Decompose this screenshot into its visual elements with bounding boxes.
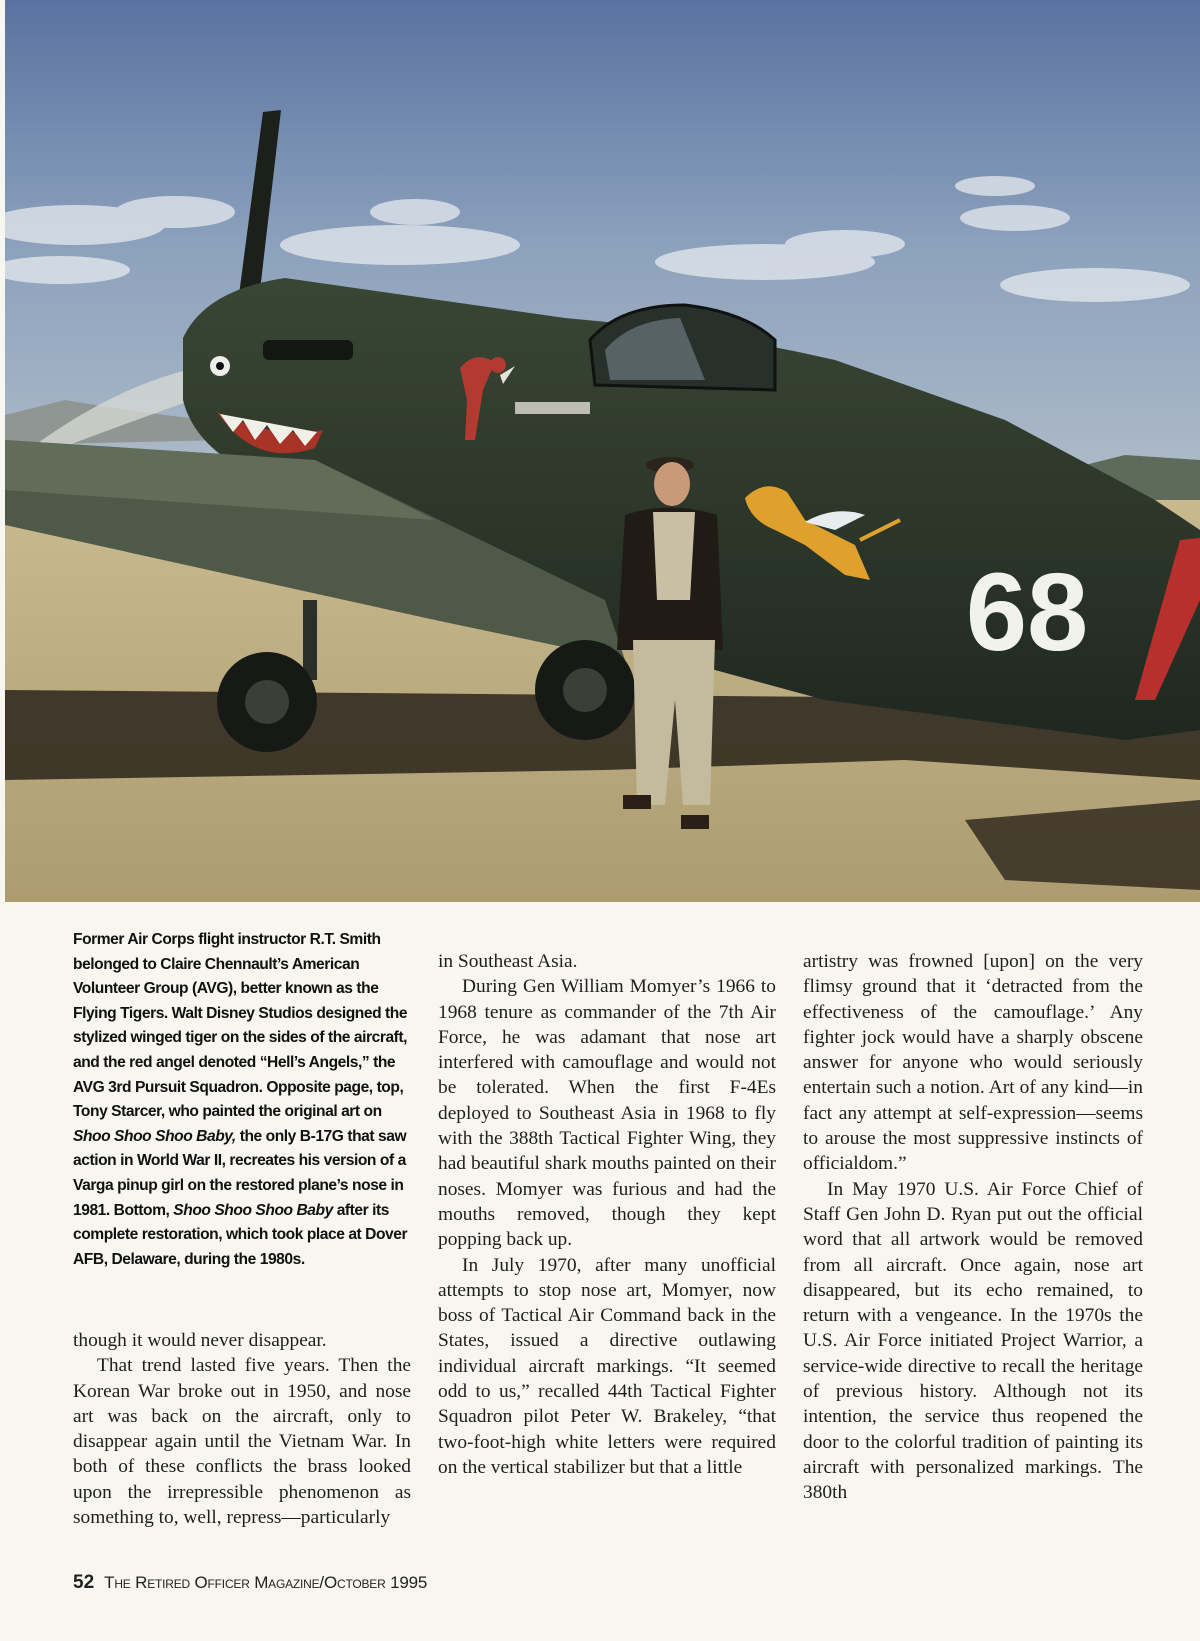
photo-illustration	[5, 0, 1200, 902]
paragraph: in Southeast Asia.	[438, 951, 578, 972]
page-footer	[73, 1572, 427, 1594]
paragraph: In July 1970, after many unofficial attempts to stop nose art, Momyer, now boss of Tactical Air Command back in the States, issued a directive outlawing individual aircraft markings. “It seemed odd to us,” recalled 44th Tactical Fighter Squadron pilot Peter W. Brakeley, “that two-foot-high white letters were required on the vertical stabilizer but that a little	[438, 1254, 776, 1478]
paragraph: That trend lasted five years. Then the Korean War broke out in 1950, and nose art was back on the aircraft, only to disappear again until the Vietnam War. In both of these conflicts the brass looked upon the irrepressible phenomenon as something to, well, repress—particularly	[73, 1355, 411, 1529]
caption-text	[73, 928, 418, 1272]
caption-part: the only B-17G that saw action in World War II, recreates his version of a Varga pinup girl on the restored plane’s nose in 1981. Bottom,	[73, 1127, 407, 1219]
paragraph: In May 1970 U.S. Air Force Chief of Staff Gen John D. Ryan put out the official word that all artwork would be removed from all aircraft. Once again, nose art disappeared, but its echo remained, to return with a vengeance. In the 1970s the U.S. Air Force initiated Project Warrior, a service-wide directive to recall the heritage of previous history. Although not its intention, the service thus reopened the door to the colorful tradition of painting its aircraft with personalized markings. The 380th	[803, 1178, 1143, 1504]
photo-caption	[73, 928, 418, 1272]
caption-part: Former Air Corps flight instructor R.T. Smith belonged to Claire Chennault’s American Volunteer Group (AVG), better known as the Flying Tigers. Walt Disney Studios designed the stylized winged tiger on the sides of the aircraft, and the red angel denoted “Hell’s Angels,” the AVG 3rd Pursuit Squadron. Opposite page, top, Tony Starcer, who painted the original art on	[73, 931, 408, 1121]
paragraph: During Gen William Momyer’s 1966 to 1968 tenure as commander of the 7th Air Force, he was adamant that nose art interfered with camouflage and would not be tolerated. When the first F-4Es deployed to Southeast Asia in 1968 to fly with the 388th Tactical Fighter Wing, they had beautiful shark mouths painted on their noses. Momyer was furious and had the mouths removed, though they kept popping back up.	[438, 976, 776, 1251]
caption-italic-title: Shoo Shoo Shoo Baby,	[73, 1127, 236, 1145]
paragraph: artistry was frowned [upon] on the very flimsy ground that it ‘detracted from the effectiveness of the camouflage.’ Any fighter jock would have a sharply obscene answer for anyone who would seriously entertain such a notion. Art of any kind—in fact any attempt at self-expression—seems to arouse the most suppressive instincts of officialdom.”	[803, 951, 1143, 1175]
fuselage-number: 68	[965, 551, 1089, 674]
caption-part: after its complete restoration, which took place at Dover AFB, Delaware, during the 1980s.	[73, 1201, 408, 1268]
body-column-3	[803, 949, 1143, 1506]
body-column-1	[73, 1328, 411, 1530]
body-column-2	[438, 949, 776, 1480]
paragraph: though it would never disappear.	[73, 1330, 327, 1351]
fuselage-stencil	[515, 402, 590, 414]
publication-line: The Retired Officer Magazine/October 1995	[104, 1573, 428, 1592]
caption-italic-title: Shoo Shoo Shoo Baby	[173, 1201, 333, 1219]
page-number: 52	[73, 1572, 95, 1593]
aircraft-photo	[5, 0, 1200, 902]
exhaust-stacks	[263, 340, 353, 360]
